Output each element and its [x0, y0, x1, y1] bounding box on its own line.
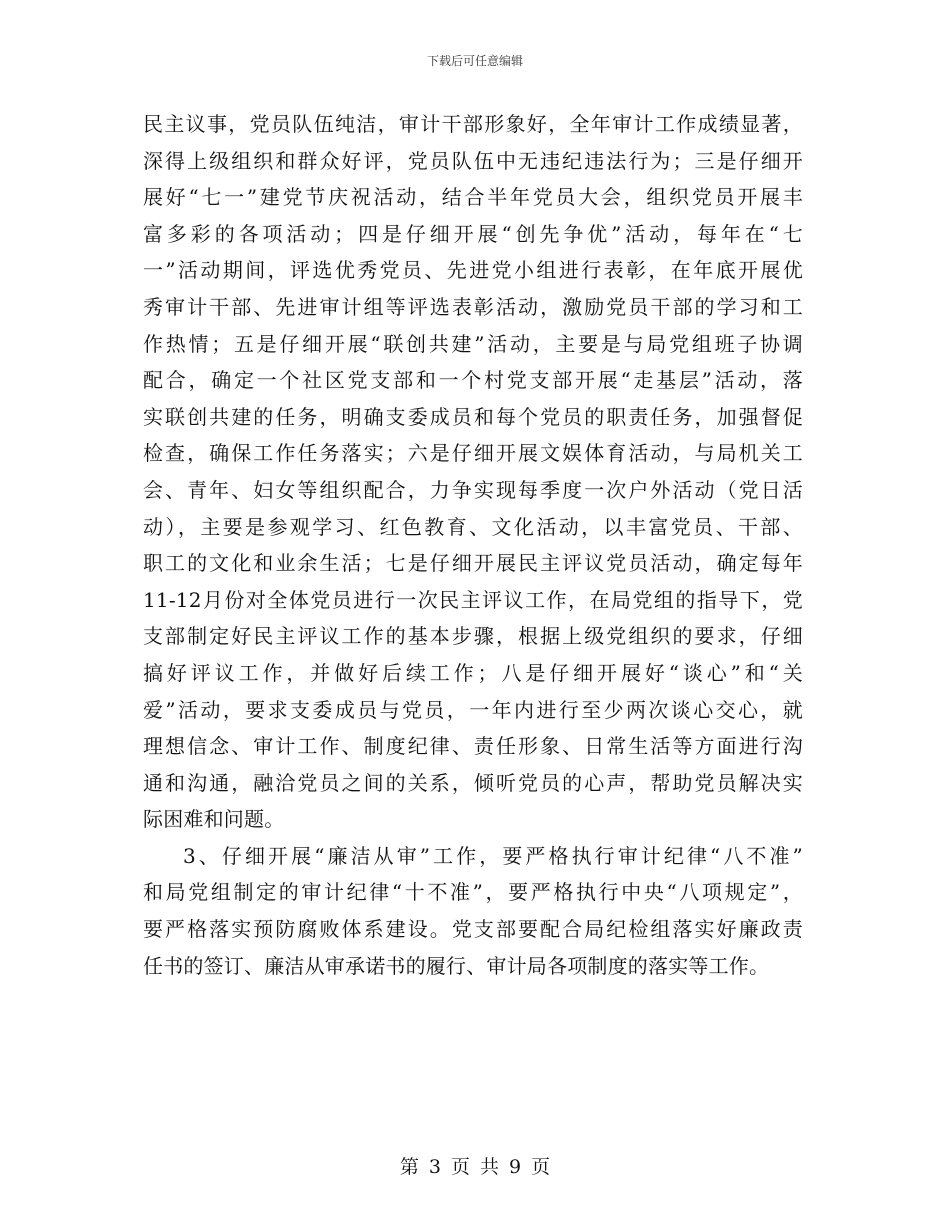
- text-line: 配合，确定一个社区党支部和一个村党支部开展“走基层”活动，落: [143, 368, 803, 393]
- text-line: 展好“七一”建党节庆祝活动，结合半年党员大会，组织党员开展丰: [143, 185, 803, 210]
- text-line: 和局党组制定的审计纪律“十不准”，要严格执行中央“八项规定”，: [143, 880, 803, 905]
- text-line: 际困难和问题。: [143, 807, 285, 832]
- text-line: 检查，确保工作任务落实；六是仔细开展文娱体育活动，与局机关工: [143, 441, 803, 466]
- text-line: 支部制定好民主评议工作的基本步骤，根据上级党组织的要求，仔细: [143, 624, 803, 649]
- text-line: 民主议事，党员队伍纯洁，审计干部形象好，全年审计工作成绩显著，: [143, 112, 803, 136]
- text-line: 11-12月份对全体党员进行一次民主评议工作，在局党组的指导下，党: [143, 587, 803, 612]
- text-line: 搞好评议工作，并做好后续工作；八是仔细开展好“谈心”和“关: [143, 660, 803, 685]
- page-number-footer: 第 3 页 共 9 页: [399, 1156, 551, 1178]
- text-line: 作热情；五是仔细开展“联创共建”活动，主要是与局党组班子协调: [143, 331, 803, 356]
- text-line: 深得上级组织和群众好评，党员队伍中无违纪违法行为；三是仔细开: [143, 148, 803, 173]
- text-line: 任书的签订、廉洁从审承诺书的履行、审计局各项制度的落实等工作。: [143, 953, 770, 978]
- text-line: 富多彩的各项活动；四是仔细开展“创先争优”活动，每年在“七: [143, 221, 803, 246]
- text-line: 3、仔细开展“廉洁从审”工作，要严格执行审计纪律“八不准”: [183, 843, 803, 868]
- text-line: 秀审计干部、先进审计组等评选表彰活动，激励党员干部的学习和工: [143, 294, 803, 319]
- paragraph-1: [143, 106, 803, 838]
- text-line: 通和沟通，融洽党员之间的关系，倾听党员的心声，帮助党员解决实: [143, 770, 803, 795]
- text-line: 动），主要是参观学习、红色教育、文化活动，以丰富党员、干部、: [143, 514, 803, 539]
- text-line: 理想信念、审计工作、制度纪律、责任形象、日常生活等方面进行沟: [143, 734, 803, 759]
- text-line: 要严格落实预防腐败体系建设。党支部要配合局纪检组落实好廉政责: [143, 917, 803, 942]
- text-line: 会、青年、妇女等组织配合，力争实现每季度一次户外活动（党日活: [143, 477, 803, 502]
- text-line: 职工的文化和业余生活；七是仔细开展民主评议党员活动，确定每年: [143, 551, 803, 576]
- page-header: 下载后可任意编辑: [426, 54, 523, 68]
- paragraph-2: [143, 838, 803, 984]
- text-line: 一”活动期间，评选优秀党员、先进党小组进行表彰，在年底开展优: [143, 258, 803, 283]
- text-line: 爱”活动，要求支委成员与党员，一年内进行至少两次谈心交心，就: [143, 697, 803, 722]
- document-body: [143, 106, 803, 984]
- text-line: 实联创共建的任务，明确支委成员和每个党员的职责任务，加强督促: [143, 404, 803, 429]
